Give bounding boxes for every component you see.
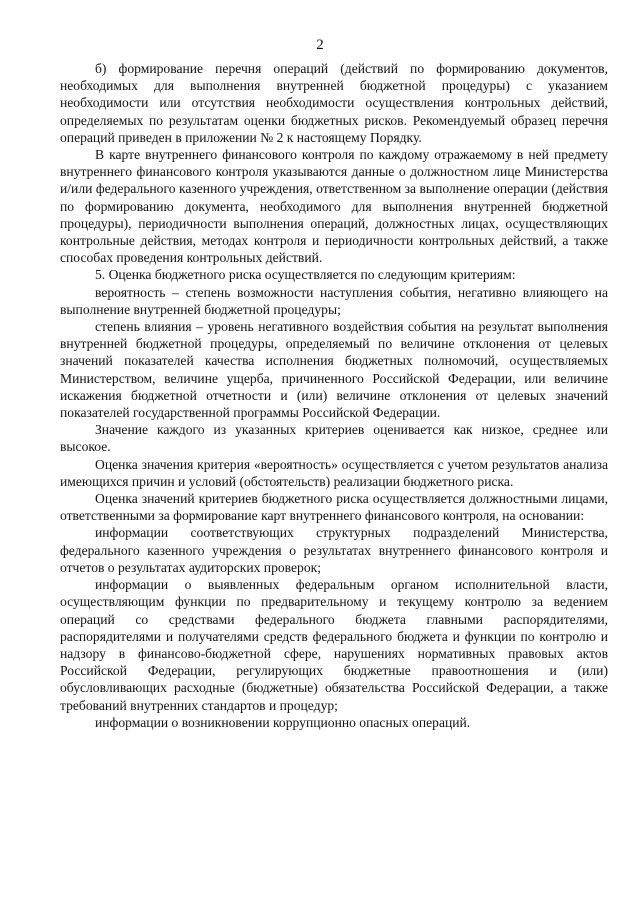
document-body [60, 60, 608, 731]
paragraph-item-b: б) формирование перечня операций (действий по формированию документов, необходимых для выполнения внутренней бюджетной процедуры) с указанием необходимости или отсутствия необходимости осуществления контрольных действий, определяемых по результатам оценки бюджетных рисков. Рекомендуемый образец перечня операций приведен в приложении № 2 к настоящему Порядку. [60, 61, 608, 145]
paragraph-criteria-values: Значение каждого из указанных критериев оценивается как низкое, среднее или высокое. [60, 422, 608, 455]
paragraph-probability: вероятность – степень возможности наступления события, негативно влияющего на выполнение внутренней бюджетной процедуры; [60, 284, 608, 317]
paragraph-impact: степень влияния – уровень негативного воздействия события на результат выполнения внутренней бюджетной процедуры, определяемый по величине отклонения от целевых значений показателей качества исполнения бюджетных полномочий, осуществляемых Министерством, величине ущерба, причиненного Российской Федерации, или величине искажения бюджетной отчетности и (или) величине отклонения от целевых значений показателей государственной программы Российской Федерации. [60, 319, 608, 421]
paragraph-assessment-basis: Оценка значений критериев бюджетного риска осуществляется должностными лицами, ответственными за формирование карт внутреннего финансового контроля, на основании: [60, 491, 608, 524]
paragraph-structural-info: информации соответствующих структурных подразделений Министерства, федерального казенного учреждения о результатах внутреннего финансового контроля и отчетов о результатах аудиторских проверок; [60, 525, 608, 575]
paragraph-risk-criteria: 5. Оценка бюджетного риска осуществляется по следующим критериям: [95, 267, 516, 283]
paragraph-violations-info: информации о выявленных федеральным органом исполнительной власти, осуществляющим функции по предварительному и текущему контролю за ведением операций со средствами федерального бюджета главными распорядителями, распорядителями и получателями средств федерального бюджета и функции по контролю и надзору в финансово-бюджетной сфере, нарушениях нормативных правовых актов Российской Федерации, регулирующих бюджетные правоотношения и (или) обусловливающих расходные (бюджетные) обязательства Российской Федерации, а также требований внутренних стандартов и процедур; [60, 577, 608, 713]
page-number: 2 [316, 37, 324, 53]
paragraph-corruption-info: информации о возникновении коррупционно опасных операций. [95, 714, 471, 730]
paragraph-control-map: В карте внутреннего финансового контроля по каждому отражаемому в ней предмету внутреннего финансового контроля указываются данные о должностном лице Министерства и/или федерального казенного учреждения, ответственном за выполнение операции (действия по формированию документа, необходимого для выполнения внутренней бюджетной процедуры), периодичности выполнения операций, должностных лицах, осуществляющих контрольные действия, методах контроля и периодичности контрольных действий, а также способах проведения контрольных действий. [60, 147, 608, 266]
paragraph-probability-assessment: Оценка значения критерия «вероятность» осуществляется с учетом результатов анализа имеющихся причин и условий (обстоятельств) реализации бюджетного риска. [60, 456, 608, 489]
